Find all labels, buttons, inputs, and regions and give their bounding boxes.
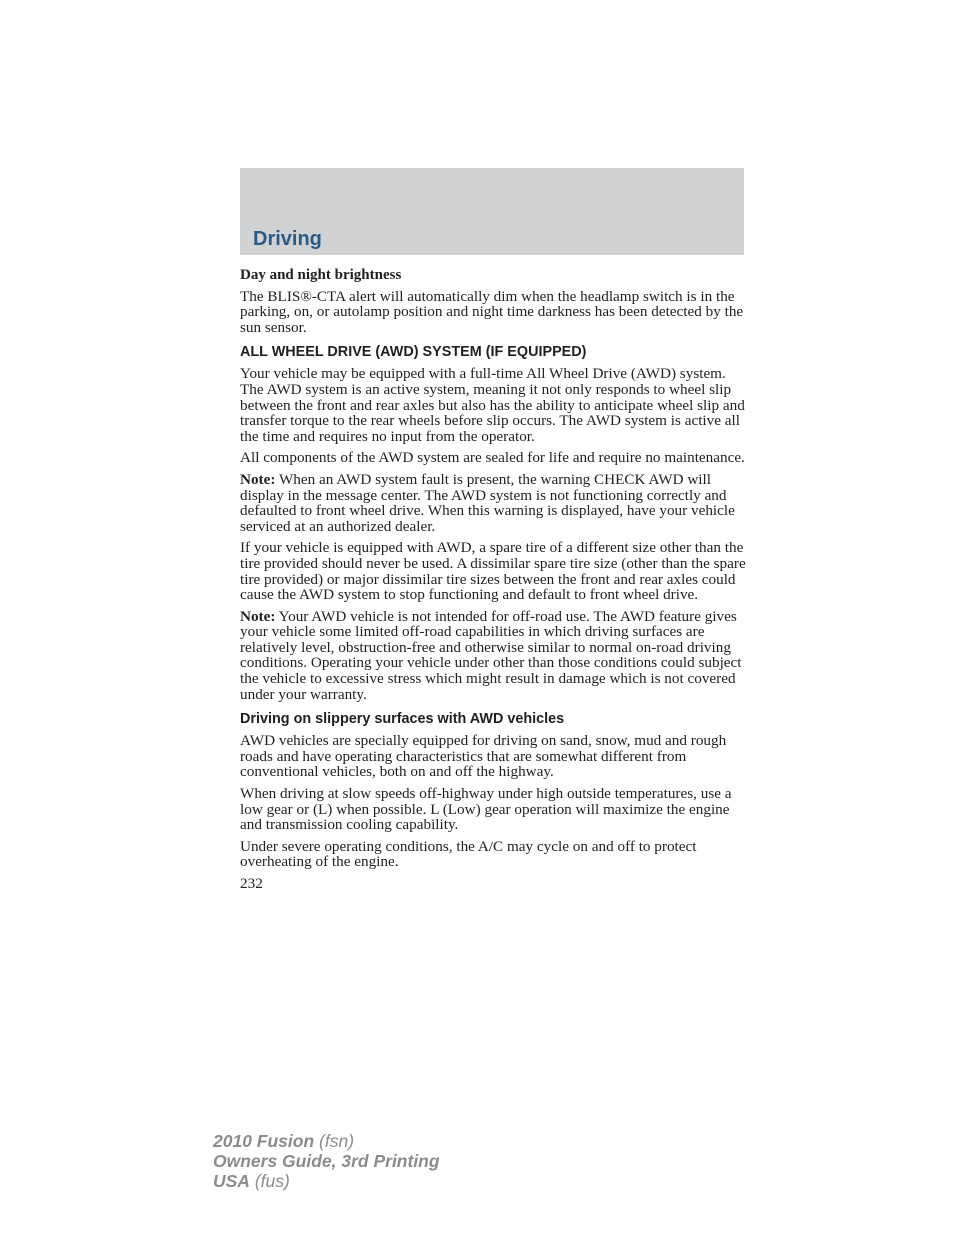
awd-paragraph-3: If your vehicle is equipped with AWD, a spare tire of a different size other than the tire provided should never be used. A dissimilar spare tire size (other than the spare tire provided) or major dissimilar tire sizes between the front and rear axles could cause the AWD system to stop functioning and default to front wheel drive.	[240, 539, 746, 604]
footer-market-code: (fus)	[249, 1171, 290, 1191]
footer-market: USA	[213, 1171, 250, 1191]
note-label: Note:	[240, 607, 276, 625]
document-footer	[213, 1131, 440, 1191]
footer-line-1	[213, 1131, 440, 1151]
awd-paragraph-1: Your vehicle may be equipped with a full-time All Wheel Drive (AWD) system. The AWD system is an active system, meaning it not only responds to wheel slip between the front and rear axles but also has the ability to anticipate wheel slip and transfer torque to the rear wheels before slip occurs. The AWD system is active all the time and requires no input from the operator.	[240, 365, 745, 445]
brightness-heading: Day and night brightness	[240, 267, 402, 283]
footer-model-code: (fsn)	[314, 1131, 355, 1151]
note-text: Your AWD vehicle is not intended for off-road use. The AWD feature gives your vehicle some limited off-road capabilities in which driving surfaces are relatively level, obstruction-free and otherwise similar to normal on-road driving conditions. Operating your vehicle under other than those conditions could subject the vehicle to excessive stress which might result in damage which is not covered under your warranty.	[240, 607, 742, 703]
footer-line-3	[213, 1171, 440, 1191]
slippery-paragraph-3: Under severe operating conditions, the A/C may cycle on and off to protect overheating of the engine.	[240, 837, 697, 871]
awd-section-heading: ALL WHEEL DRIVE (AWD) SYSTEM (IF EQUIPPED)	[240, 344, 587, 361]
section-title: Driving	[253, 228, 322, 250]
note-label: Note:	[240, 470, 276, 488]
footer-model: 2010 Fusion	[213, 1131, 315, 1151]
footer-line-2: Owners Guide, 3rd Printing	[213, 1151, 440, 1171]
awd-paragraph-2: All components of the AWD system are sealed for life and require no maintenance.	[240, 449, 745, 467]
section-header-band	[240, 168, 744, 255]
awd-note-1	[240, 472, 746, 534]
awd-note-2	[240, 609, 746, 703]
slippery-heading: Driving on slippery surfaces with AWD vehicles	[240, 711, 565, 728]
slippery-paragraph-1: AWD vehicles are specially equipped for driving on sand, snow, mud and rough roads and have operating characteristics that are somewhat different from conventional vehicles, both on and off the highway.	[240, 732, 727, 781]
page-content	[240, 268, 746, 892]
page-number: 232	[240, 875, 263, 892]
note-text: When an AWD system fault is present, the warning CHECK AWD will display in the message center. The AWD system is not functioning correctly and defaulted to front wheel drive. When this warning is displayed, have your vehicle serviced at an authorized dealer.	[240, 470, 735, 535]
brightness-paragraph: The BLIS®-CTA alert will automatically dim when the headlamp switch is in the parking, on, or autolamp position and night time darkness has been detected by the sun sensor.	[240, 287, 744, 336]
slippery-paragraph-2: When driving at slow speeds off-highway under high outside temperatures, use a low gear or (L) when possible. L (Low) gear operation will maximize the engine and transmission cooling capability.	[240, 785, 732, 834]
